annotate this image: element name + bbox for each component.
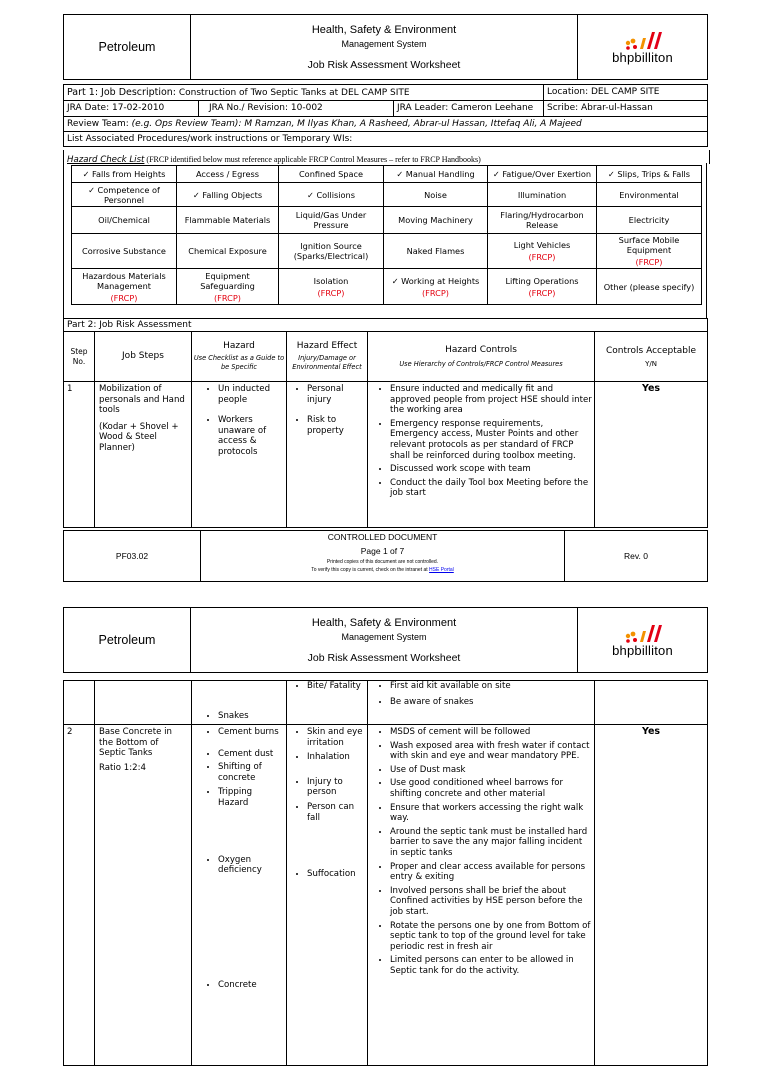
list-item: • Wash exposed area with fresh water if contact with skin and eye and wear mandatory PPE. <box>390 741 592 762</box>
list-item: • Be aware of snakes <box>390 697 592 708</box>
checklist-item <box>384 166 488 183</box>
checklist-item-label: Access / Egress <box>195 169 260 179</box>
checklist-row <box>72 207 702 234</box>
list-item: • Ensure that workers accessing the right walk way. <box>390 803 592 824</box>
page1-footer <box>63 530 708 582</box>
checklist-item-label: Chemical Exposure <box>188 246 267 256</box>
hazard-checklist-title <box>63 150 710 164</box>
checklist-item-label: ✓ Falls from Heights <box>82 169 166 179</box>
frcp-tag: (FRCP) <box>421 287 450 298</box>
checklist-item <box>177 166 279 183</box>
list-item: • Limited persons can enter to be allowed in Septic tank for do the activity. <box>390 955 592 976</box>
checklist-item-label: Isolation <box>313 275 349 286</box>
page2-table <box>63 680 708 1066</box>
frame-left <box>63 163 64 318</box>
col-controls-acceptable <box>595 332 708 382</box>
list-item: • Cement dust <box>218 749 284 760</box>
revision: Rev. 0 <box>565 531 708 582</box>
company-name: Petroleum <box>64 15 191 80</box>
step2-effects <box>287 725 368 1066</box>
list-item: • Bite/ Fatality <box>307 681 365 692</box>
list-item: • Involved persons shall be brief the about Confined activities by HSE person before the job start. <box>390 886 592 918</box>
step1-hazards <box>192 382 287 528</box>
checklist-row <box>72 166 702 183</box>
checklist-item-label: ✓ Working at Heights <box>391 275 480 286</box>
col-accept-title: Controls Acceptable <box>606 345 697 356</box>
hazard-checklist-label: Hazard Check List <box>67 155 145 165</box>
frcp-tag: (FRCP) <box>635 257 663 267</box>
doc-code: PF03.02 <box>64 531 201 582</box>
step2-controls <box>368 725 595 1066</box>
part2-label: Part 2: Job Risk Assessment <box>64 319 708 332</box>
list-item: • First aid kit available on site <box>390 681 592 692</box>
review-team <box>64 117 708 132</box>
col-hazard <box>192 332 287 382</box>
review-team-members: : M Ramzan, M Ilyas Khan, A Rasheed, Abrar-ul Hassan, Ittefaq Ali, A Majeed <box>238 118 582 129</box>
table-row-step1 <box>64 382 708 528</box>
frcp-tag: (FRCP) <box>213 292 242 303</box>
checklist-item <box>279 166 384 183</box>
list-item: • Ensure inducted and medically fit and approved people from project HSE should inter the working area <box>390 384 592 416</box>
checklist-item <box>384 234 488 269</box>
checklist-item-label: Moving Machinery <box>398 215 473 225</box>
list-item: • Workers unaware of access & protocols <box>218 415 284 457</box>
header-titles <box>191 608 578 673</box>
col-hazard-subtitle: Use Checklist as a Guide to be Specific <box>193 354 285 371</box>
page1-header <box>63 14 708 80</box>
table-row-continued <box>64 681 708 725</box>
list-item: • Cement burns <box>218 727 284 738</box>
cont-controls <box>368 681 595 725</box>
location: Location: DEL CAMP SITE <box>544 85 708 101</box>
list-item: • Personal injury <box>307 384 365 405</box>
checklist-item <box>488 269 597 305</box>
checklist-item-label: ✓ Competence of Personnel <box>88 184 160 205</box>
checklist-item <box>177 269 279 305</box>
checklist-item <box>279 234 384 269</box>
logo-wordmark: bhpbilliton <box>612 49 673 65</box>
checklist-item-label: Corrosive Substance <box>82 246 166 256</box>
checklist-item <box>72 166 177 183</box>
step2-acceptable: Yes <box>595 725 708 1066</box>
step1-job-detail: (Kodar + Shovel + Wood & Steel Planner) <box>99 421 179 453</box>
page-number: Page 1 of 7 <box>360 546 405 556</box>
step1-job <box>95 382 192 528</box>
col-job-steps: Job Steps <box>95 332 192 382</box>
controlled-title: CONTROLLED DOCUMENT <box>327 532 438 542</box>
checklist-item <box>597 207 702 234</box>
hse-portal-link[interactable]: HSE Portal <box>429 567 454 573</box>
verify-note: To verify this copy is current, check on the intranet at <box>311 567 430 573</box>
checklist-item-label: Noise <box>424 189 447 200</box>
logo-wordmark: bhpbilliton <box>612 642 673 658</box>
checklist-item-label: Confined Space <box>298 169 364 179</box>
header-title-ms: Management System <box>341 38 427 49</box>
frcp-tag: (FRCP) <box>317 287 345 298</box>
checklist-item <box>384 207 488 234</box>
checklist-item <box>177 183 279 207</box>
checklist-item-label: Liquid/Gas Under Pressure <box>295 210 367 230</box>
cont-effects <box>287 681 368 725</box>
list-item: • Emergency response requirements, Emergency access, Muster Points and other relevant protocols as per standard of FRCP shall be reinforced during toolbox meeting. <box>390 419 592 461</box>
checklist-item-label: Illumination <box>517 189 567 200</box>
checklist-item <box>177 234 279 269</box>
checklist-item-label: Electricity <box>628 215 670 225</box>
step2-ratio: Ratio 1:2:4 <box>99 762 146 773</box>
logo-cell <box>578 15 708 80</box>
checklist-item <box>72 269 177 305</box>
list-item: • Risk to property <box>307 415 365 436</box>
list-item: • Shifting of concrete <box>218 762 284 783</box>
frcp-tag: (FRCP) <box>110 292 138 303</box>
checklist-item-label: Oil/Chemical <box>98 215 150 225</box>
scribe: Scribe: Abrar-ul-Hassan <box>544 101 708 117</box>
checklist-item-label: Lifting Operations <box>505 275 579 286</box>
checklist-item-label: ✓ Slips, Trips & Falls <box>607 169 691 179</box>
logo-cell <box>578 608 708 673</box>
jra-leader: JRA Leader: Cameron Leehane <box>394 101 544 117</box>
bhp-logo-icon <box>623 623 663 643</box>
checklist-item <box>72 183 177 207</box>
checklist-item-label: Naked Flames <box>406 246 465 256</box>
checklist-item-label: Ignition Source (Sparks/Electrical) <box>293 241 369 261</box>
list-item: • Use of Dust mask <box>390 765 592 776</box>
step1-controls <box>368 382 595 528</box>
bhp-logo-icon <box>623 30 663 50</box>
header-title-hse: Health, Safety & Environment <box>311 23 457 36</box>
bhp-logo <box>578 30 707 65</box>
col-hazard-controls <box>368 332 595 382</box>
col-controls-subtitle: Use Hierarchy of Controls/FRCP Control Measures <box>399 359 563 368</box>
header-titles <box>191 15 578 80</box>
checklist-row <box>72 269 702 305</box>
checklist-item <box>279 207 384 234</box>
checklist-item <box>384 183 488 207</box>
controlled-block <box>201 531 565 582</box>
col-hazard-title: Hazard <box>223 341 255 351</box>
list-item: • Oxygen deficiency <box>218 855 284 876</box>
checklist-row <box>72 183 702 207</box>
checklist-item-label: Light Vehicles <box>513 240 571 250</box>
job-description-text: Construction of Two Septic Tanks at DEL CAMP SITE <box>176 87 410 98</box>
checklist-item <box>488 207 597 234</box>
list-item: • Around the septic tank must be installed hard barrier to save the any major falling incident in septic tanks <box>390 827 592 859</box>
col-step-no: Step No. <box>64 332 95 382</box>
list-item: • Proper and clear access available for persons entry & exiting <box>390 862 592 883</box>
list-item: • MSDS of cement will be followed <box>390 727 592 738</box>
checklist-item-label: ✓ Collisions <box>306 189 356 200</box>
checklist-item <box>72 207 177 234</box>
part1-info <box>63 84 708 147</box>
step2-job-title: Base Concrete in the Bottom of Septic Tanks <box>99 727 172 759</box>
header-title-hse: Health, Safety & Environment <box>311 616 457 629</box>
step2-job <box>95 725 192 1066</box>
checklist-item-label: ✓ Fatigue/Over Exertion <box>492 169 592 179</box>
hazard-checklist-grid <box>71 165 702 305</box>
list-item: • Person can fall <box>307 802 365 823</box>
checklist-item-label: ✓ Falling Objects <box>192 189 263 200</box>
checklist-item <box>488 234 597 269</box>
frcp-tag: (FRCP) <box>528 252 556 262</box>
checklist-item <box>488 183 597 207</box>
job-description-label: Part 1: Job Description: <box>67 86 177 98</box>
checklist-item-label: ✓ Manual Handling <box>396 169 475 179</box>
checklist-item <box>597 234 702 269</box>
step1-number: 1 <box>64 382 95 528</box>
checklist-item-label: Hazardous Materials Management <box>82 270 166 291</box>
list-item: • Concrete <box>218 980 284 991</box>
col-hazard-effect <box>287 332 368 382</box>
header-title-jra: Job Risk Assessment Worksheet <box>307 58 461 71</box>
list-item: • Un inducted people <box>218 384 284 405</box>
list-item: • Discussed work scope with team <box>390 464 592 475</box>
jra-date: JRA Date: 17-02-2010 <box>64 101 199 117</box>
list-item: • Inhalation <box>307 752 365 763</box>
col-accept-subtitle: Y/N <box>645 359 657 368</box>
list-item: • Tripping Hazard <box>218 787 284 808</box>
list-item: • Use good conditioned wheel barrows for shifting concrete and other material <box>390 778 592 799</box>
checklist-item-label: Environmental <box>619 189 679 200</box>
cont-hazard <box>192 681 287 725</box>
col-controls-title: Hazard Controls <box>445 344 517 355</box>
hazard-checklist-note: (FRCP identified below must reference applicable FRCP Control Measures – refer to FRCP Handbooks) <box>144 155 481 164</box>
checklist-item <box>597 166 702 183</box>
col-effect-title: Hazard Effect <box>296 341 358 351</box>
list-item: • Suffocation <box>307 869 365 880</box>
company-name: Petroleum <box>64 608 191 673</box>
list-item: • Snakes <box>218 711 284 722</box>
checklist-item <box>488 166 597 183</box>
bhp-logo <box>578 623 707 658</box>
checklist-item-label: Other (please specify) <box>603 281 695 292</box>
review-team-hint: (e.g. Ops Review Team) <box>128 118 239 129</box>
col-effect-subtitle: Injury/Damage or Environmental Effect <box>292 354 362 371</box>
associated-procedures: List Associated Procedures/work instructions or Temporary WIs: <box>64 132 708 147</box>
jra-number: JRA No./ Revision: 10-002 <box>199 101 394 117</box>
frame-right <box>706 163 707 318</box>
checklist-item <box>597 269 702 305</box>
checklist-item <box>279 183 384 207</box>
page2-header <box>63 607 708 673</box>
review-team-label: Review Team: <box>67 118 129 129</box>
checklist-item-label: Flammable Materials <box>184 215 271 225</box>
checklist-item-label: Surface Mobile Equipment <box>618 235 680 255</box>
step1-job-title: Mobilization of personals and Hand tools <box>99 384 185 416</box>
checklist-row <box>72 234 702 269</box>
checklist-item <box>384 269 488 305</box>
frcp-tag: (FRCP) <box>528 287 556 298</box>
checklist-item <box>597 183 702 207</box>
job-description <box>64 85 544 101</box>
part2-table <box>63 318 708 528</box>
checklist-item <box>279 269 384 305</box>
list-item: • Conduct the daily Tool box Meeting before the job start <box>390 478 592 499</box>
list-item: • Skin and eye irritation <box>307 727 365 748</box>
step1-acceptable: Yes <box>595 382 708 528</box>
controlled-note: Printed copies of this document are not controlled. <box>326 559 439 565</box>
list-item: • Rotate the persons one by one from Bottom of septic tank to top of the ground level for take periodic rest in fresh air <box>390 921 592 953</box>
step2-hazards <box>192 725 287 1066</box>
table-row-step2 <box>64 725 708 1066</box>
list-item: • Injury to person <box>307 777 365 798</box>
checklist-item <box>72 234 177 269</box>
checklist-item-label: Flaring/Hydrocarbon Release <box>500 210 584 230</box>
step1-effects <box>287 382 368 528</box>
checklist-item-label: Equipment Safeguarding <box>200 270 255 291</box>
step2-number: 2 <box>64 725 95 1066</box>
checklist-item <box>177 207 279 234</box>
header-title-ms: Management System <box>341 631 427 642</box>
header-title-jra: Job Risk Assessment Worksheet <box>307 651 461 664</box>
